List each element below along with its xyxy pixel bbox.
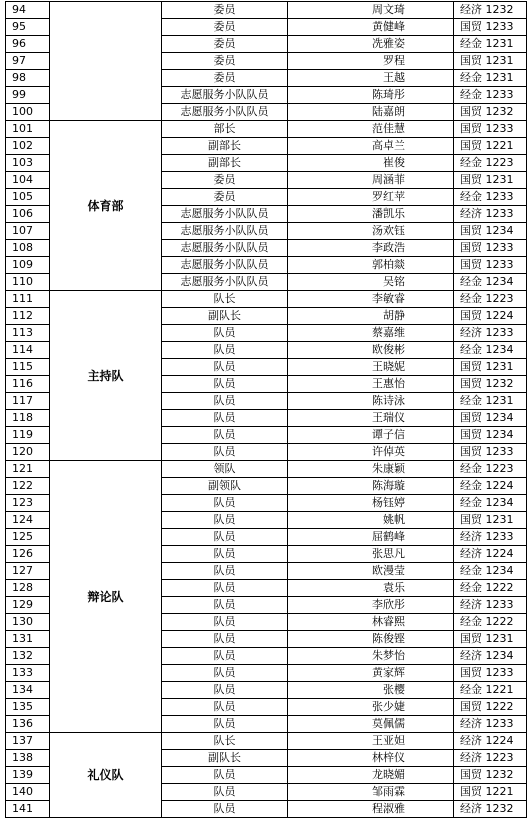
row-number: 102 <box>6 138 50 155</box>
row-number: 94 <box>6 2 50 19</box>
role-cell: 委员 <box>162 36 288 53</box>
name-cell: 王亚妲 <box>288 733 454 750</box>
class-cell: 国贸 1233 <box>454 665 527 682</box>
class-cell: 经金 1223 <box>454 155 527 172</box>
row-number: 131 <box>6 631 50 648</box>
name-cell: 林睿熙 <box>288 614 454 631</box>
row-number: 96 <box>6 36 50 53</box>
row-number: 120 <box>6 444 50 461</box>
role-cell: 领队 <box>162 461 288 478</box>
class-cell: 经金 1234 <box>454 563 527 580</box>
class-cell: 经金 1234 <box>454 342 527 359</box>
row-number: 124 <box>6 512 50 529</box>
row-number: 98 <box>6 70 50 87</box>
name-cell: 谭子信 <box>288 427 454 444</box>
name-cell: 黄健峰 <box>288 19 454 36</box>
class-cell: 国贸 1231 <box>454 512 527 529</box>
class-cell: 经金 1233 <box>454 189 527 206</box>
name-cell: 陈琦彤 <box>288 87 454 104</box>
row-number: 125 <box>6 529 50 546</box>
class-cell: 经济 1232 <box>454 2 527 19</box>
role-cell: 队员 <box>162 614 288 631</box>
role-cell: 队员 <box>162 359 288 376</box>
class-cell: 国贸 1233 <box>454 257 527 274</box>
class-cell: 经金 1223 <box>454 291 527 308</box>
class-cell: 国贸 1231 <box>454 172 527 189</box>
class-cell: 经济 1234 <box>454 648 527 665</box>
table-row <box>6 291 527 308</box>
roster-body <box>6 2 527 818</box>
role-cell: 副队长 <box>162 308 288 325</box>
row-number: 114 <box>6 342 50 359</box>
role-cell: 委员 <box>162 53 288 70</box>
role-cell: 副部长 <box>162 155 288 172</box>
name-cell: 蔡嘉维 <box>288 325 454 342</box>
department-cell: 礼仪队 <box>50 733 162 818</box>
class-cell: 经金 1222 <box>454 580 527 597</box>
role-cell: 队员 <box>162 716 288 733</box>
role-cell: 队员 <box>162 597 288 614</box>
row-number: 107 <box>6 223 50 240</box>
row-number: 122 <box>6 478 50 495</box>
class-cell: 国贸 1231 <box>454 53 527 70</box>
role-cell: 委员 <box>162 19 288 36</box>
role-cell: 志愿服务小队队员 <box>162 240 288 257</box>
row-number: 132 <box>6 648 50 665</box>
role-cell: 志愿服务小队队员 <box>162 104 288 121</box>
class-cell: 经济 1233 <box>454 716 527 733</box>
name-cell: 龙晓媚 <box>288 767 454 784</box>
row-number: 113 <box>6 325 50 342</box>
class-cell: 国贸 1233 <box>454 240 527 257</box>
name-cell: 袁乐 <box>288 580 454 597</box>
row-number: 123 <box>6 495 50 512</box>
class-cell: 经金 1234 <box>454 274 527 291</box>
row-number: 117 <box>6 393 50 410</box>
class-cell: 国贸 1234 <box>454 223 527 240</box>
role-cell: 委员 <box>162 2 288 19</box>
class-cell: 经金 1223 <box>454 461 527 478</box>
row-number: 134 <box>6 682 50 699</box>
class-cell: 国贸 1233 <box>454 19 527 36</box>
class-cell: 经金 1222 <box>454 614 527 631</box>
class-cell: 经济 1233 <box>454 597 527 614</box>
department-cell: 主持队 <box>50 291 162 461</box>
row-number: 119 <box>6 427 50 444</box>
role-cell: 队员 <box>162 427 288 444</box>
class-cell: 经金 1233 <box>454 87 527 104</box>
name-cell: 邹雨霖 <box>288 784 454 801</box>
name-cell: 欧俊彬 <box>288 342 454 359</box>
name-cell: 李欣彤 <box>288 597 454 614</box>
row-number: 121 <box>6 461 50 478</box>
role-cell: 队员 <box>162 410 288 427</box>
row-number: 108 <box>6 240 50 257</box>
name-cell: 陈诗泳 <box>288 393 454 410</box>
table-row <box>6 733 527 750</box>
class-cell: 国贸 1232 <box>454 376 527 393</box>
class-cell: 经金 1234 <box>454 495 527 512</box>
role-cell: 队长 <box>162 291 288 308</box>
class-cell: 经济 1233 <box>454 206 527 223</box>
row-number: 106 <box>6 206 50 223</box>
name-cell: 屈鹤峰 <box>288 529 454 546</box>
role-cell: 副队长 <box>162 750 288 767</box>
role-cell: 队员 <box>162 699 288 716</box>
row-number: 133 <box>6 665 50 682</box>
name-cell: 王瑞仪 <box>288 410 454 427</box>
class-cell: 经济 1232 <box>454 801 527 818</box>
role-cell: 志愿服务小队队员 <box>162 274 288 291</box>
row-number: 139 <box>6 767 50 784</box>
name-cell: 黄家辉 <box>288 665 454 682</box>
row-number: 126 <box>6 546 50 563</box>
name-cell: 张樱 <box>288 682 454 699</box>
class-cell: 国贸 1222 <box>454 699 527 716</box>
class-cell: 经济 1233 <box>454 529 527 546</box>
name-cell: 胡静 <box>288 308 454 325</box>
role-cell: 队员 <box>162 580 288 597</box>
name-cell: 郭柏燚 <box>288 257 454 274</box>
name-cell: 姚帆 <box>288 512 454 529</box>
class-cell: 国贸 1221 <box>454 784 527 801</box>
role-cell: 队员 <box>162 444 288 461</box>
department-cell <box>50 2 162 121</box>
role-cell: 队员 <box>162 393 288 410</box>
role-cell: 队员 <box>162 495 288 512</box>
name-cell: 李敏睿 <box>288 291 454 308</box>
class-cell: 国贸 1232 <box>454 104 527 121</box>
class-cell: 国贸 1234 <box>454 410 527 427</box>
row-number: 105 <box>6 189 50 206</box>
name-cell: 崔俊 <box>288 155 454 172</box>
row-number: 103 <box>6 155 50 172</box>
name-cell: 周涵菲 <box>288 172 454 189</box>
role-cell: 队员 <box>162 784 288 801</box>
name-cell: 杨钰婷 <box>288 495 454 512</box>
department-cell: 体育部 <box>50 121 162 291</box>
role-cell: 队员 <box>162 376 288 393</box>
name-cell: 高卓兰 <box>288 138 454 155</box>
role-cell: 志愿服务小队队员 <box>162 206 288 223</box>
name-cell: 王越 <box>288 70 454 87</box>
class-cell: 国贸 1233 <box>454 444 527 461</box>
row-number: 111 <box>6 291 50 308</box>
row-number: 95 <box>6 19 50 36</box>
name-cell: 王晓妮 <box>288 359 454 376</box>
role-cell: 志愿服务小队队员 <box>162 257 288 274</box>
name-cell: 潘凯乐 <box>288 206 454 223</box>
row-number: 115 <box>6 359 50 376</box>
row-number: 130 <box>6 614 50 631</box>
role-cell: 队员 <box>162 546 288 563</box>
roster-table <box>5 1 527 818</box>
role-cell: 队员 <box>162 325 288 342</box>
name-cell: 罗红苹 <box>288 189 454 206</box>
name-cell: 李政浩 <box>288 240 454 257</box>
row-number: 135 <box>6 699 50 716</box>
row-number: 112 <box>6 308 50 325</box>
row-number: 137 <box>6 733 50 750</box>
table-row <box>6 121 527 138</box>
name-cell: 罗程 <box>288 53 454 70</box>
row-number: 141 <box>6 801 50 818</box>
name-cell: 欧漫莹 <box>288 563 454 580</box>
role-cell: 部长 <box>162 121 288 138</box>
row-number: 104 <box>6 172 50 189</box>
row-number: 110 <box>6 274 50 291</box>
class-cell: 国贸 1231 <box>454 631 527 648</box>
class-cell: 经济 1233 <box>454 325 527 342</box>
class-cell: 经金 1231 <box>454 393 527 410</box>
name-cell: 王惠怡 <box>288 376 454 393</box>
role-cell: 副部长 <box>162 138 288 155</box>
role-cell: 队长 <box>162 733 288 750</box>
row-number: 116 <box>6 376 50 393</box>
class-cell: 国贸 1234 <box>454 427 527 444</box>
row-number: 118 <box>6 410 50 427</box>
role-cell: 队员 <box>162 529 288 546</box>
name-cell: 莫佩儒 <box>288 716 454 733</box>
name-cell: 汤欢钰 <box>288 223 454 240</box>
department-cell: 辩论队 <box>50 461 162 733</box>
row-number: 99 <box>6 87 50 104</box>
role-cell: 队员 <box>162 512 288 529</box>
role-cell: 队员 <box>162 342 288 359</box>
row-number: 128 <box>6 580 50 597</box>
class-cell: 经金 1231 <box>454 70 527 87</box>
role-cell: 委员 <box>162 172 288 189</box>
row-number: 100 <box>6 104 50 121</box>
name-cell: 陆嘉朗 <box>288 104 454 121</box>
class-cell: 经济 1223 <box>454 750 527 767</box>
row-number: 140 <box>6 784 50 801</box>
row-number: 136 <box>6 716 50 733</box>
role-cell: 队员 <box>162 801 288 818</box>
role-cell: 委员 <box>162 189 288 206</box>
role-cell: 委员 <box>162 70 288 87</box>
name-cell: 张少婕 <box>288 699 454 716</box>
name-cell: 范佳慧 <box>288 121 454 138</box>
table-row <box>6 461 527 478</box>
row-number: 127 <box>6 563 50 580</box>
name-cell: 程淑雅 <box>288 801 454 818</box>
role-cell: 队员 <box>162 648 288 665</box>
row-number: 129 <box>6 597 50 614</box>
role-cell: 队员 <box>162 767 288 784</box>
class-cell: 经金 1224 <box>454 478 527 495</box>
name-cell: 周文琦 <box>288 2 454 19</box>
class-cell: 国贸 1233 <box>454 121 527 138</box>
role-cell: 队员 <box>162 563 288 580</box>
name-cell: 吴铭 <box>288 274 454 291</box>
class-cell: 经济 1224 <box>454 733 527 750</box>
name-cell: 林梓仪 <box>288 750 454 767</box>
name-cell: 陈俊铿 <box>288 631 454 648</box>
role-cell: 志愿服务小队队员 <box>162 223 288 240</box>
class-cell: 国贸 1232 <box>454 767 527 784</box>
class-cell: 经金 1221 <box>454 682 527 699</box>
class-cell: 经金 1231 <box>454 36 527 53</box>
row-number: 97 <box>6 53 50 70</box>
name-cell: 朱康颖 <box>288 461 454 478</box>
class-cell: 国贸 1221 <box>454 138 527 155</box>
row-number: 138 <box>6 750 50 767</box>
class-cell: 国贸 1231 <box>454 359 527 376</box>
class-cell: 国贸 1224 <box>454 308 527 325</box>
role-cell: 队员 <box>162 631 288 648</box>
table-row <box>6 2 527 19</box>
name-cell: 冼雅姿 <box>288 36 454 53</box>
role-cell: 志愿服务小队队员 <box>162 87 288 104</box>
row-number: 109 <box>6 257 50 274</box>
name-cell: 陈海璇 <box>288 478 454 495</box>
class-cell: 经济 1224 <box>454 546 527 563</box>
role-cell: 队员 <box>162 665 288 682</box>
role-cell: 队员 <box>162 682 288 699</box>
role-cell: 副领队 <box>162 478 288 495</box>
row-number: 101 <box>6 121 50 138</box>
name-cell: 张思凡 <box>288 546 454 563</box>
name-cell: 朱梦怡 <box>288 648 454 665</box>
name-cell: 许倬英 <box>288 444 454 461</box>
